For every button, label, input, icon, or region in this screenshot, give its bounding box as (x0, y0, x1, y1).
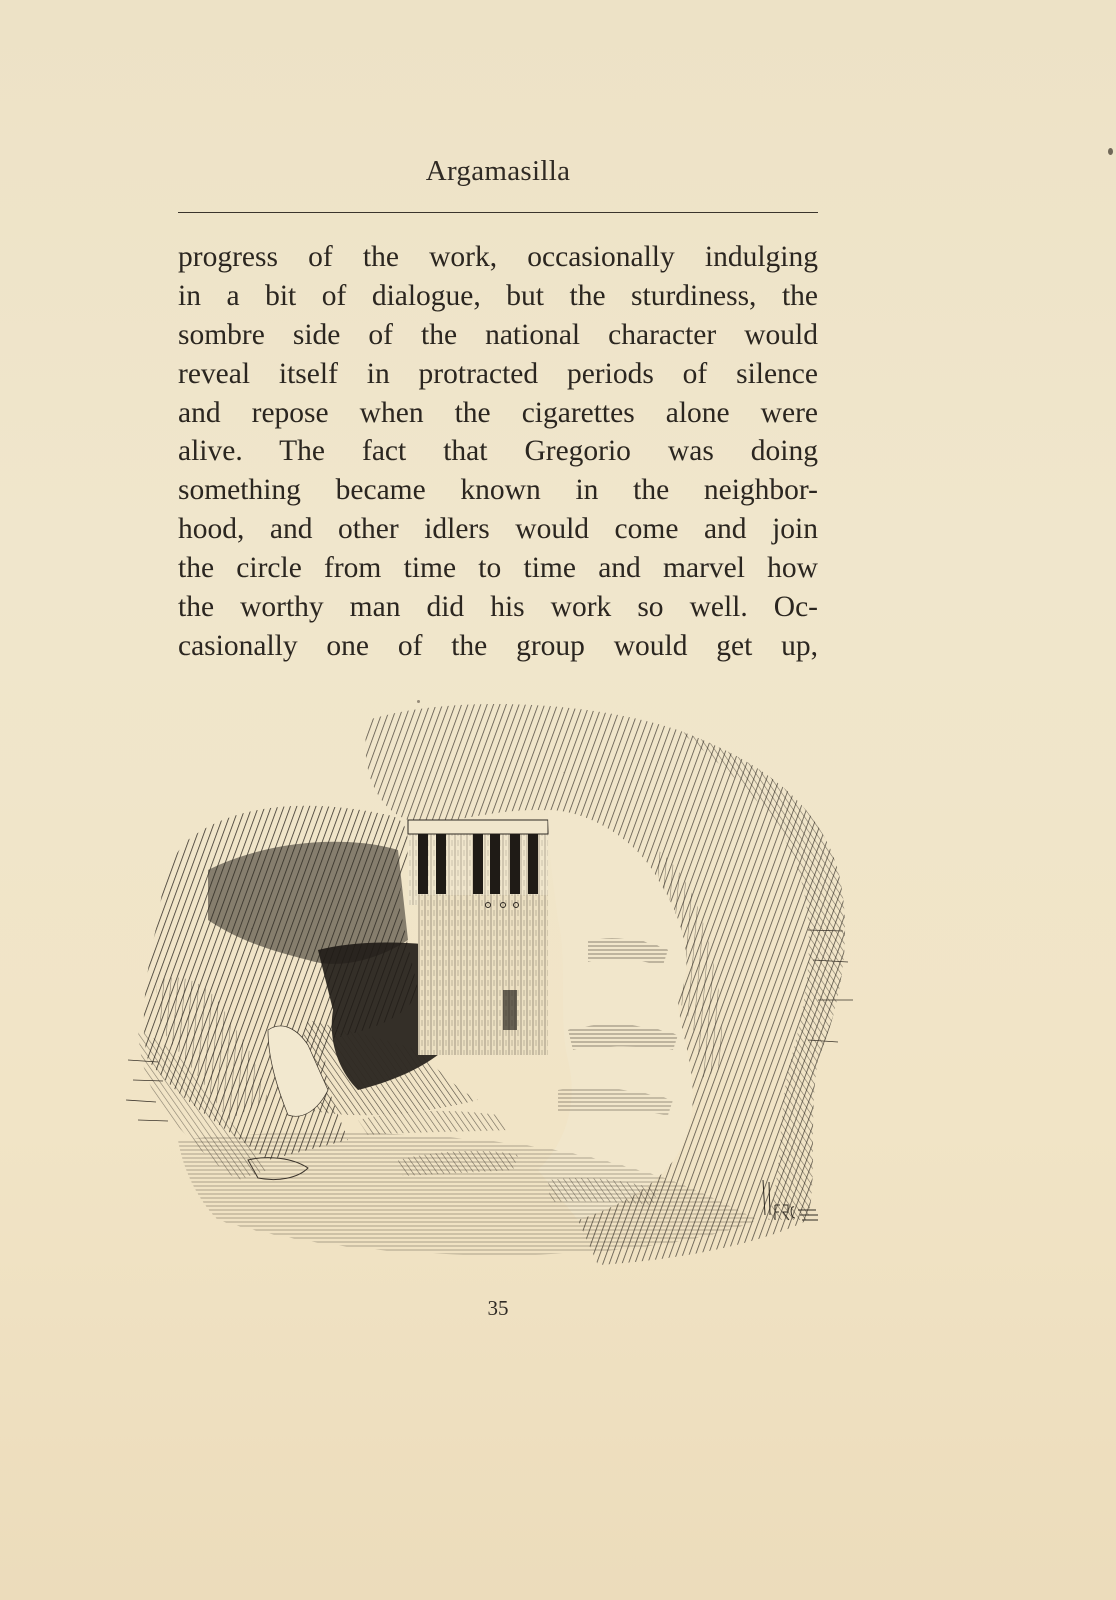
text-line: casionally one of the group would get up, (178, 629, 818, 662)
text-line: in a bit of dialogue, but the sturdiness, the (178, 279, 818, 312)
body-paragraph (178, 238, 818, 666)
text-line: sombre side of the national character would (178, 318, 818, 351)
header-rule (178, 212, 818, 213)
text-line: hood, and other idlers would come and join (178, 513, 818, 546)
paper-fleck (1108, 148, 1113, 155)
text-line: the worthy man did his work so well. Oc- (178, 591, 818, 624)
text-line: progress of the work, occasionally indulging (178, 241, 818, 273)
running-head: Argamasilla (425, 155, 571, 187)
text-line: and repose when the cigarettes alone were (178, 396, 818, 429)
paper-fleck (417, 700, 420, 703)
text-line: something became known in the neighbor- (178, 474, 818, 507)
page-number: 35 (487, 1296, 509, 1320)
text-line: alive. The fact that Gregorio was doing (178, 435, 818, 468)
text-line: reveal itself in protracted periods of silence (178, 357, 818, 390)
cave-dwelling-engraving (118, 700, 864, 1284)
text-line: the circle from time to time and marvel how (178, 552, 818, 585)
